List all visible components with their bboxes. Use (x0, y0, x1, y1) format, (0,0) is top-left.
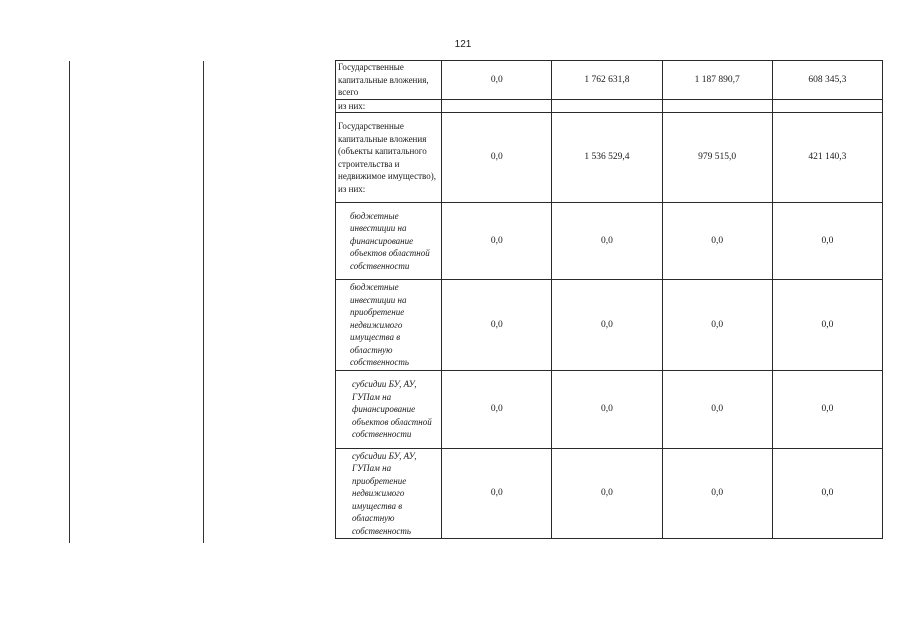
table-cell: 0,0 (552, 449, 662, 539)
table-cell: 0,0 (552, 280, 662, 371)
table-cell (552, 99, 662, 113)
table-cell: 0,0 (442, 371, 552, 449)
table-cell: 1 536 529,4 (552, 113, 662, 203)
row-label: из них: (336, 99, 442, 113)
table-row (336, 203, 883, 280)
table-row (336, 280, 883, 371)
table-cell: 0,0 (552, 371, 662, 449)
table-cell (442, 99, 552, 113)
row-label: Государственные капитальные вложения, всего (336, 61, 442, 100)
table-cell: 0,0 (442, 449, 552, 539)
table-cell: 979 515,0 (662, 113, 772, 203)
left-column-border (69, 61, 70, 543)
row-label: Государственные капитальные вложения (объекты капитального строительства и недвижимое имущество), из них: (336, 113, 442, 203)
table-cell: 0,0 (442, 280, 552, 371)
table-cell (772, 99, 882, 113)
table-cell: 0,0 (552, 203, 662, 280)
table-cell: 0,0 (772, 449, 882, 539)
row-label: бюджетные инвестиции на финансирование объектов областной собственности (336, 203, 442, 280)
middle-column-border (203, 61, 204, 543)
budget-table (335, 60, 883, 539)
table-row (336, 99, 883, 113)
table-cell (662, 99, 772, 113)
table-cell: 0,0 (442, 203, 552, 280)
row-label: субсидии БУ, АУ, ГУПам на приобретение недвижимого имущества в областную собственность (336, 449, 442, 539)
table-row (336, 371, 883, 449)
table-cell: 0,0 (442, 61, 552, 100)
table-row (336, 113, 883, 203)
table-cell: 421 140,3 (772, 113, 882, 203)
table-cell: 1 187 890,7 (662, 61, 772, 100)
table-row (336, 449, 883, 539)
table-cell: 0,0 (662, 449, 772, 539)
table-cell: 608 345,3 (772, 61, 882, 100)
row-label: бюджетные инвестиции на приобретение недвижимого имущества в областную собственность (336, 280, 442, 371)
table-cell: 0,0 (772, 203, 882, 280)
table-row (336, 61, 883, 100)
table-cell: 0,0 (772, 280, 882, 371)
table-cell: 0,0 (662, 280, 772, 371)
page-number: 121 (454, 39, 472, 50)
table-cell: 0,0 (662, 371, 772, 449)
table-cell: 1 762 631,8 (552, 61, 662, 100)
table-cell: 0,0 (442, 113, 552, 203)
table-cell: 0,0 (772, 371, 882, 449)
row-label: субсидии БУ, АУ, ГУПам на финансирование объектов областной собственности (336, 371, 442, 449)
table-cell: 0,0 (662, 203, 772, 280)
